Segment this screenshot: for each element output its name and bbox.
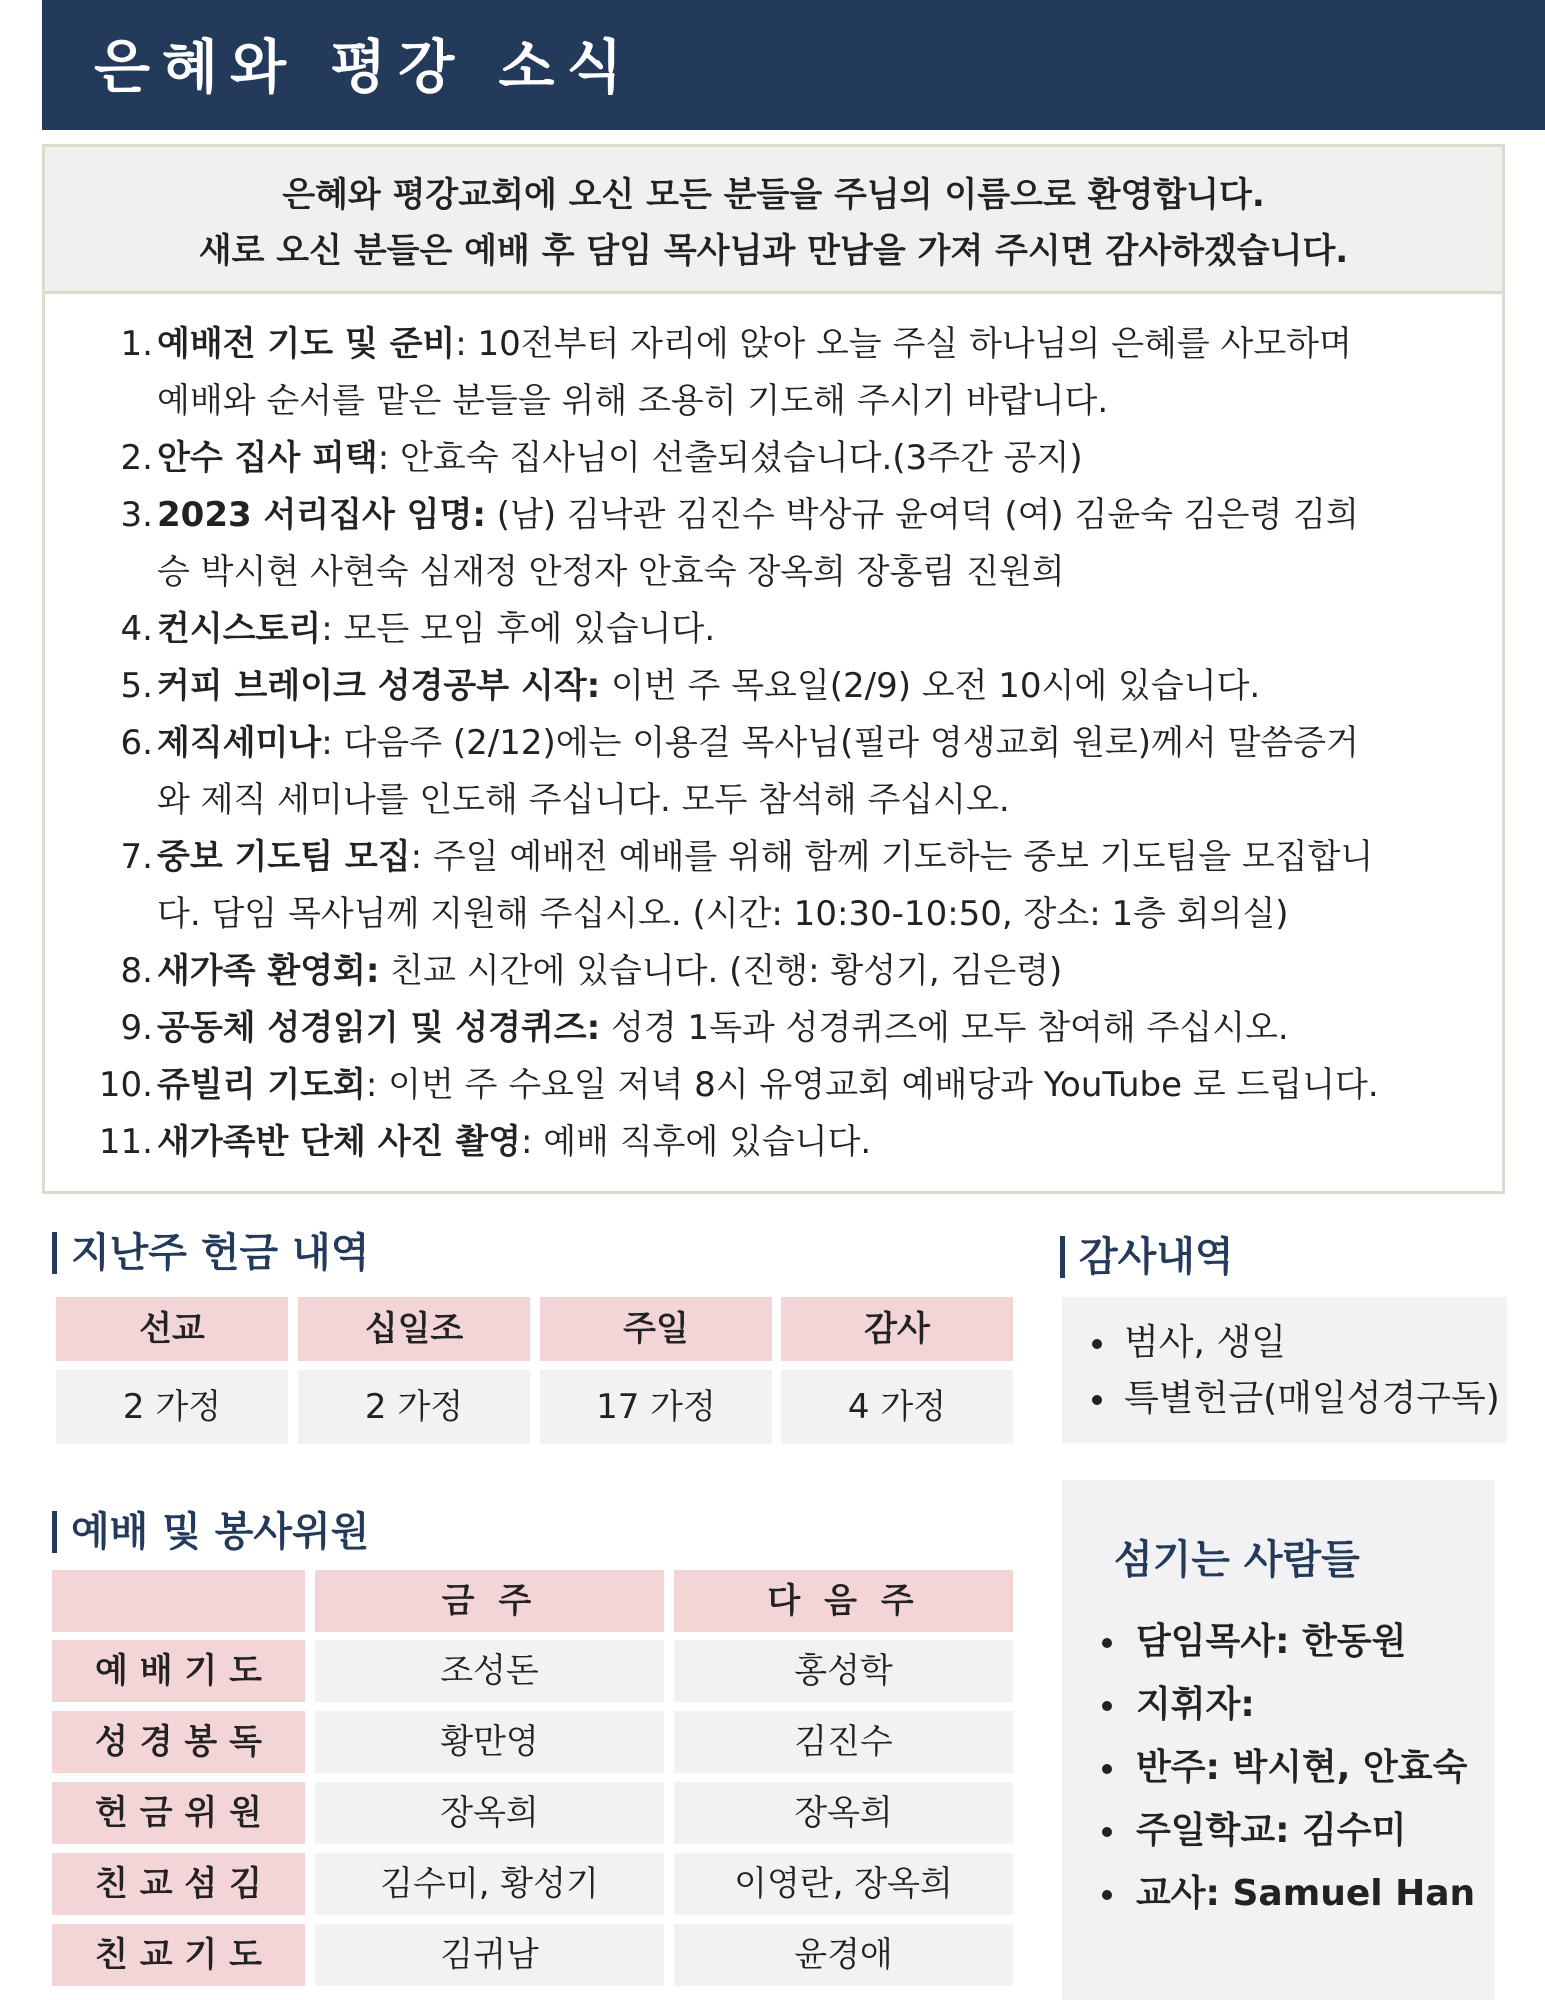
notice-number: 10. <box>98 1065 153 1105</box>
notice-item <box>45 430 1462 487</box>
service-col-next-week: 다 음 주 <box>674 1570 1013 1632</box>
notice-title: 공동체 성경읽기 및 성경퀴즈: <box>157 1008 601 1048</box>
offering-header: 십일조 <box>298 1297 530 1361</box>
service-cell: 윤경애 <box>674 1924 1013 1986</box>
notice-text: : 10전부터 자리에 앉아 오늘 주실 하나님의 은혜를 사모하며 <box>455 324 1352 364</box>
offering-section-title: 지난주 헌금 내역 <box>52 1232 369 1274</box>
offering-value: 4 가정 <box>781 1370 1013 1444</box>
notice-item <box>45 316 1462 430</box>
notice-list-box <box>42 294 1505 1194</box>
notice-title: 제직세미나 <box>157 723 322 763</box>
offering-value: 2 가정 <box>298 1370 530 1444</box>
service-cell: 황만영 <box>315 1711 664 1773</box>
header-bar <box>42 0 1545 130</box>
service-row-label: 친 교 기 도 <box>52 1924 305 1986</box>
service-row-label: 친 교 섬 김 <box>52 1853 305 1915</box>
staff-item: 반주: 박시현, 안효숙 <box>1102 1736 1475 1799</box>
notice-title: 커피 브레이크 성경공부 시작: <box>157 666 601 706</box>
service-cell: 장옥희 <box>315 1782 664 1844</box>
offering-header: 감사 <box>781 1297 1013 1361</box>
notice-number: 6. <box>120 723 153 763</box>
notice-title: 안수 집사 피택 <box>157 438 378 478</box>
notice-text: 예배와 순서를 맡은 분들을 위해 조용히 기도해 주시기 바랍니다. <box>157 381 1109 421</box>
notice-text: : 다음주 (2/12)에는 이용걸 목사님(필라 영생교회 원로)께서 말씀증거 <box>321 723 1359 763</box>
offering-header: 선교 <box>56 1297 288 1361</box>
thanks-item: 범사, 생일 <box>1062 1315 1507 1371</box>
thanks-item: 특별헌금(매일성경구독) <box>1062 1371 1507 1427</box>
notice-item <box>45 1000 1462 1057</box>
offering-header: 주일 <box>540 1297 772 1361</box>
notice-number: 2. <box>120 438 153 478</box>
notice-title: 컨시스토리 <box>157 609 322 649</box>
service-corner-cell <box>52 1570 305 1632</box>
notice-text: 친교 시간에 있습니다. (진행: 황성기, 김은령) <box>379 951 1063 991</box>
notice-number: 1. <box>120 324 153 364</box>
service-cell: 조성돈 <box>315 1640 664 1702</box>
notice-text: 승 박시현 사현숙 심재정 안정자 안효숙 장옥희 장홍림 진원희 <box>157 552 1065 592</box>
notice-text: 성경 1독과 성경퀴즈에 모두 참여해 주십시오. <box>600 1008 1289 1048</box>
service-cell: 김수미, 황성기 <box>315 1853 664 1915</box>
service-cell: 이영란, 장옥희 <box>674 1853 1013 1915</box>
notice-text: 이번 주 목요일(2/9) 오전 10시에 있습니다. <box>600 666 1261 706</box>
service-cell: 김진수 <box>674 1711 1013 1773</box>
notice-text: (남) 김낙관 김진수 박상규 윤여덕 (여) 김윤숙 김은령 김희 <box>485 495 1359 535</box>
notice-title: 2023 서리집사 임명: <box>157 495 486 535</box>
notice-text: : 이번 주 수요일 저녁 8시 유영교회 예배당과 YouTube 로 드립니다. <box>365 1065 1379 1105</box>
notice-text: : 예배 직후에 있습니다. <box>520 1122 872 1162</box>
welcome-box <box>42 144 1505 294</box>
offering-value: 17 가정 <box>540 1370 772 1444</box>
notice-number: 5. <box>120 666 153 706</box>
notice-item <box>45 658 1462 715</box>
notice-item <box>45 1057 1462 1114</box>
notice-number: 4. <box>120 609 153 649</box>
notice-title: 예배전 기도 및 준비 <box>157 324 456 364</box>
notice-title: 중보 기도팀 모집 <box>157 837 411 877</box>
notice-number: 7. <box>120 837 153 877</box>
service-row-label: 헌 금 위 원 <box>52 1782 305 1844</box>
service-cell: 홍성학 <box>674 1640 1013 1702</box>
notice-text: 와 제직 세미나를 인도해 주십니다. 모두 참석해 주십시오. <box>157 780 1010 820</box>
staff-box <box>1062 1480 1495 2000</box>
notice-item <box>45 601 1462 658</box>
notice-item <box>45 943 1462 1000</box>
notice-item <box>45 1114 1462 1171</box>
notice-text: : 주일 예배전 예배를 위해 함께 기도하는 중보 기도팀을 모집합니 <box>410 837 1374 877</box>
notice-title: 쥬빌리 기도회 <box>157 1065 366 1105</box>
service-row-label: 예 배 기 도 <box>52 1640 305 1702</box>
notice-text: : 안효숙 집사님이 선출되셨습니다.(3주간 공지) <box>377 438 1083 478</box>
notice-number: 3. <box>120 495 153 535</box>
notice-text: : 모든 모임 후에 있습니다. <box>321 609 716 649</box>
page-title: 은혜와 평강 소식 <box>94 33 635 101</box>
service-cell: 김귀남 <box>315 1924 664 1986</box>
staff-item: 교사: Samuel Han <box>1102 1862 1475 1925</box>
offering-value: 2 가정 <box>56 1370 288 1444</box>
notice-item <box>45 487 1462 601</box>
notice-title: 새가족 환영회: <box>157 951 380 991</box>
notice-number: 9. <box>120 1008 153 1048</box>
notice-list <box>45 294 1502 1171</box>
service-cell: 장옥희 <box>674 1782 1013 1844</box>
staff-item: 지휘자: <box>1102 1673 1475 1736</box>
thanks-section-title: 감사내역 <box>1060 1236 1234 1278</box>
notice-item <box>45 715 1462 829</box>
service-col-this-week: 금 주 <box>315 1570 664 1632</box>
service-section-title: 예배 및 봉사위원 <box>52 1511 369 1553</box>
staff-title: 섬기는 사람들 <box>1114 1537 1360 1583</box>
notice-item <box>45 829 1462 943</box>
service-row-label: 성 경 봉 독 <box>52 1711 305 1773</box>
notice-number: 11. <box>98 1122 153 1162</box>
notice-number: 8. <box>120 951 153 991</box>
staff-item: 담임목사: 한동원 <box>1102 1610 1475 1673</box>
notice-title: 새가족반 단체 사진 촬영 <box>157 1122 521 1162</box>
thanks-box <box>1062 1297 1507 1443</box>
staff-item: 주일학교: 김수미 <box>1102 1799 1475 1862</box>
welcome-line: 은혜와 평강교회에 오신 모든 분들을 주님의 이름으로 환영합니다. <box>282 175 1265 215</box>
notice-text: 다. 담임 목사님께 지원해 주십시오. (시간: 10:30-10:50, 장소: 1층 회의실) <box>157 894 1289 934</box>
welcome-line: 새로 오신 분들은 예배 후 담임 목사님과 만남을 가져 주시면 감사하겠습니다. <box>198 231 1349 271</box>
